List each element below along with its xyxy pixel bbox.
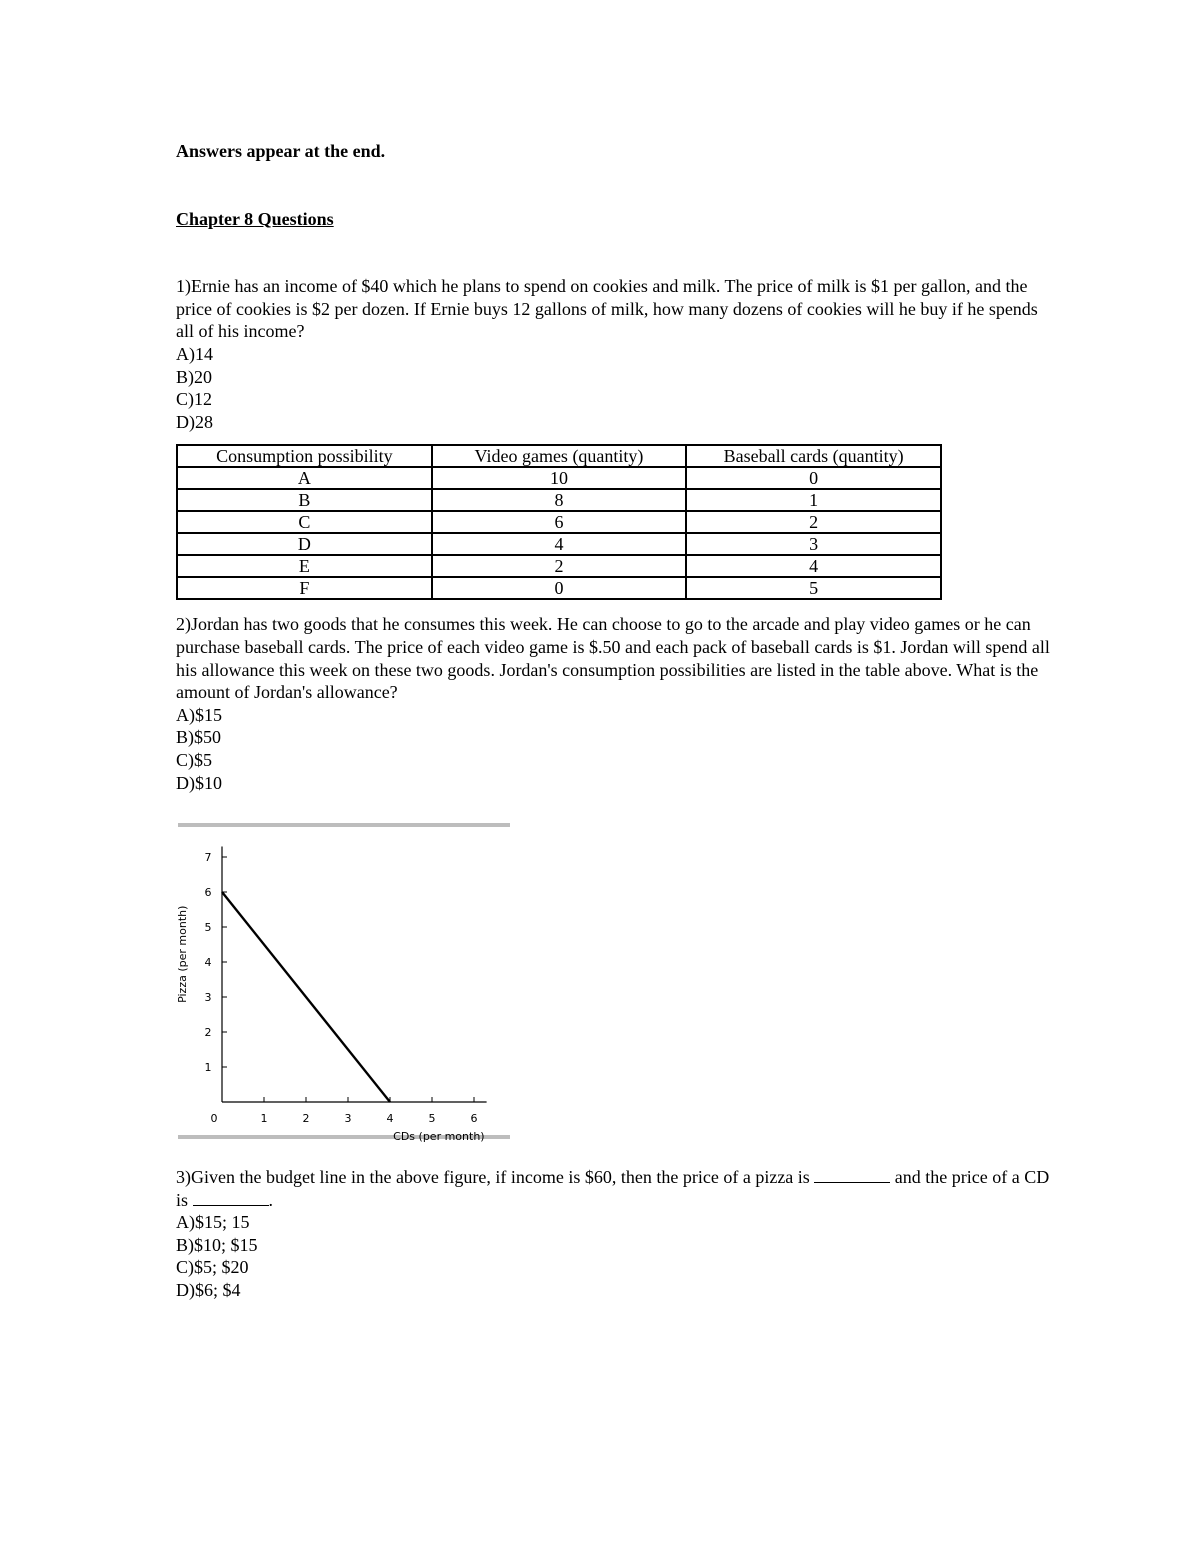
header-consumption-possibility: Consumption possibility (177, 445, 432, 467)
question-3-choice-a: A)$15; 15 (176, 1212, 250, 1233)
table-row (177, 555, 941, 577)
x-tick-label: 4 (386, 1112, 394, 1126)
question-2-choice-d: D)$10 (176, 772, 222, 793)
question-1-choice-d: D)28 (176, 411, 213, 432)
x-tick-label: 0 (210, 1112, 218, 1126)
table-cell: D (177, 533, 432, 555)
question-3-choice-b: B)$10; $15 (176, 1234, 258, 1255)
table-cell: 5 (686, 577, 941, 599)
table-cell: E (177, 555, 432, 577)
question-2 (176, 613, 1056, 794)
question-3-text-middle: and the price of a CD is (176, 1167, 1050, 1210)
x-tick-label: 5 (428, 1112, 436, 1126)
table-row (177, 489, 941, 511)
table-cell: 3 (686, 533, 941, 555)
table-cell: 0 (686, 467, 941, 489)
table-cell: C (177, 511, 432, 533)
question-1-choice-b: B)20 (176, 366, 212, 387)
table-cell: 0 (432, 577, 687, 599)
x-axis-label: CDs (per month) (393, 1130, 485, 1144)
question-1-choice-a: A)14 (176, 343, 213, 364)
x-tick-label: 1 (260, 1112, 268, 1126)
question-2-choice-a: A)$15 (176, 704, 222, 725)
table-cell: 2 (432, 555, 687, 577)
consumption-possibilities-table (176, 444, 942, 600)
table-cell: A (177, 467, 432, 489)
budget-line-figure (176, 816, 512, 1144)
x-tick-label: 6 (470, 1112, 478, 1126)
question-3 (176, 1166, 1056, 1302)
x-tick-label: 2 (302, 1112, 310, 1126)
question-2-text: 2)Jordan has two goods that he consumes this week. He can choose to go to the arcade and play video games or he can purchase baseball cards. The price of each video game is $.50 and each pack of baseball cards is $1. Jordan will spend all his allowance this week on these two goods. Jordan's consumption possibilities are listed in the table above. What is the amount of Jordan's allowance? (176, 614, 1050, 703)
table-cell: 8 (432, 489, 687, 511)
x-tick-label: 3 (344, 1112, 352, 1126)
question-3-choice-d: D)$6; $4 (176, 1280, 241, 1301)
question-3-text (176, 1166, 1056, 1211)
table-row (177, 577, 941, 599)
table-cell: 10 (432, 467, 687, 489)
header-baseball-cards: Baseball cards (quantity) (686, 445, 941, 467)
table-row (177, 533, 941, 555)
y-tick-label: 5 (204, 921, 212, 935)
table-cell: F (177, 577, 432, 599)
table-cell: 4 (686, 555, 941, 577)
question-3-text-before: 3)Given the budget line in the above figure, if income is $60, then the price of a pizza is (176, 1167, 810, 1188)
table-cell: 4 (432, 533, 687, 555)
answer-blank-cd-price (193, 1190, 269, 1206)
table-cell: B (177, 489, 432, 511)
budget-line-chart (176, 816, 512, 1144)
y-tick-label: 1 (204, 1061, 212, 1075)
question-1-text: 1)Ernie has an income of $40 which he plans to spend on cookies and milk. The price of milk is $1 per gallon, and the price of cookies is $2 per dozen. If Ernie buys 12 gallons of milk, how many dozens of cookies will he buy if he spends all of his income? (176, 276, 1038, 342)
table-row (177, 467, 941, 489)
y-tick-label: 3 (204, 991, 212, 1005)
question-3-choice-c: C)$5; $20 (176, 1257, 249, 1278)
table-row (177, 511, 941, 533)
y-tick-label: 4 (204, 956, 212, 970)
y-tick-label: 2 (204, 1026, 212, 1040)
question-3-text-after: . (268, 1189, 274, 1210)
question-2-choice-c: C)$5 (176, 749, 212, 770)
table-cell: 1 (686, 489, 941, 511)
table-cell: 6 (432, 511, 687, 533)
table-header-row (177, 445, 941, 467)
document-page (176, 140, 1056, 1302)
answer-blank-pizza-price (814, 1167, 890, 1183)
answers-note: Answers appear at the end. (176, 141, 386, 161)
y-axis-label: Pizza (per month) (176, 905, 189, 1003)
question-1 (176, 275, 1056, 433)
header-video-games: Video games (quantity) (432, 445, 687, 467)
y-tick-label: 6 (204, 886, 212, 900)
budget-line (222, 892, 390, 1102)
chapter-title: Chapter 8 Questions (176, 208, 334, 229)
table-cell: 2 (686, 511, 941, 533)
question-2-choice-b: B)$50 (176, 727, 221, 748)
question-1-choice-c: C)12 (176, 389, 212, 410)
y-tick-label: 7 (204, 851, 212, 865)
